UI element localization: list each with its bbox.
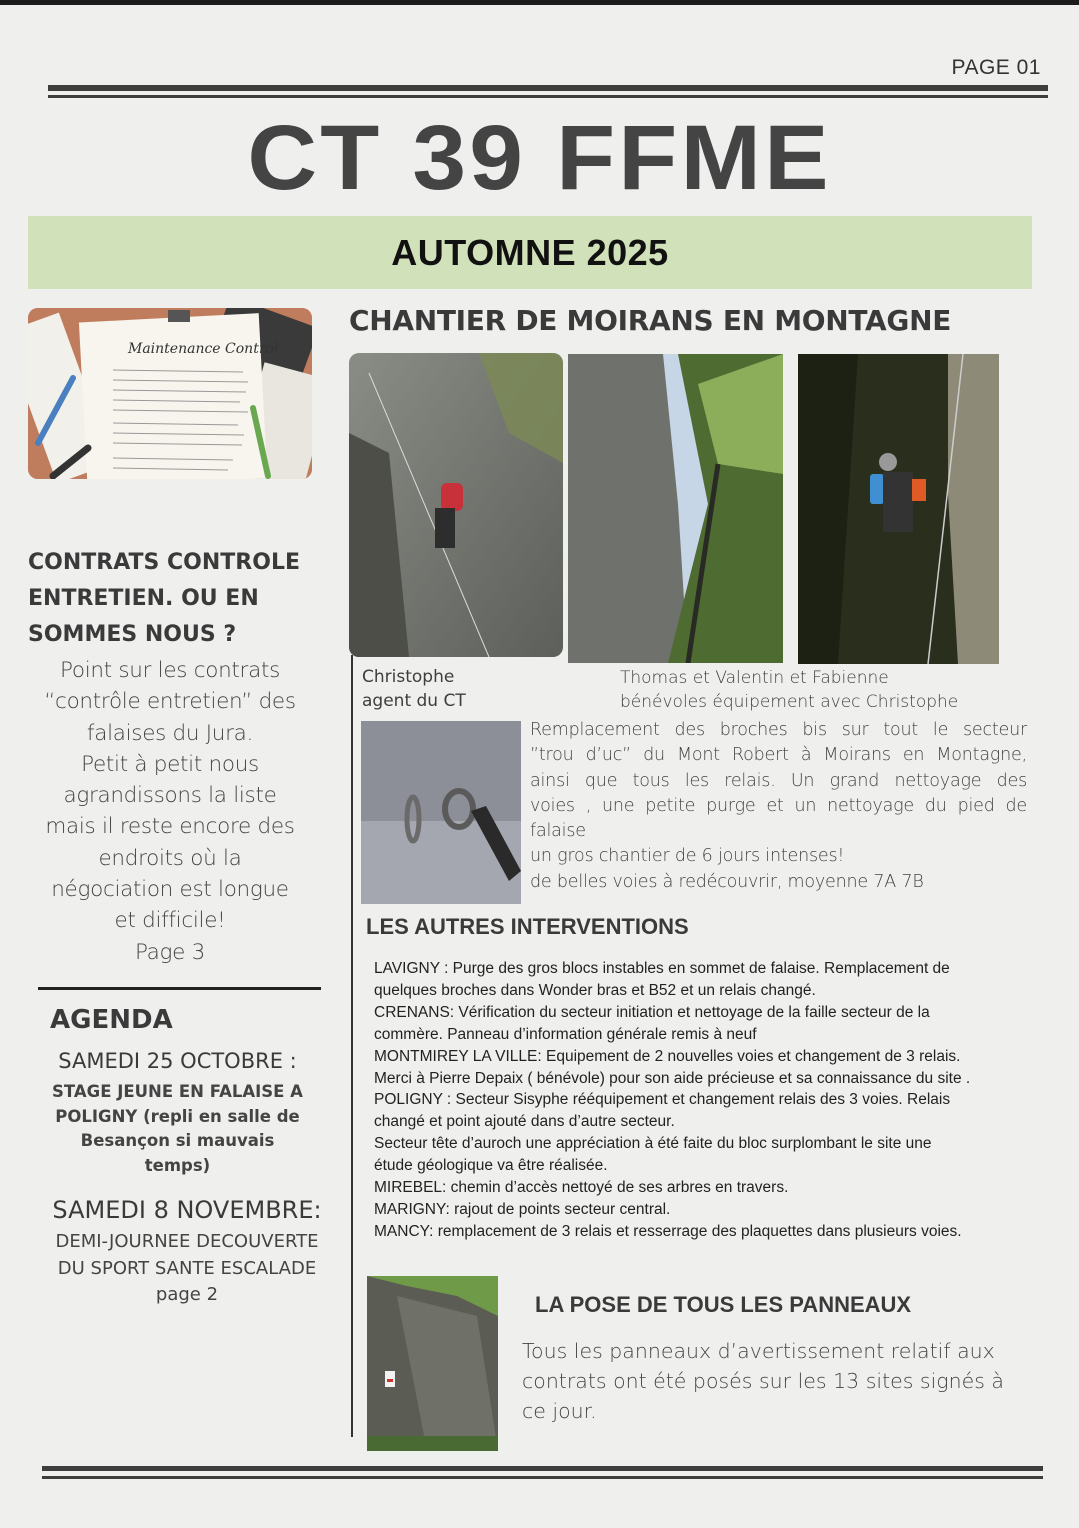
left-column-divider — [38, 987, 321, 990]
chantier-text-line: ainsi que tous les relais. Un grand nettoyage des — [530, 770, 1027, 791]
intervention-line: POLIGNY : Secteur Sisyphe rééquipement et changement relais des 3 voies. Relais — [374, 1091, 951, 1109]
contrats-text-line: Point sur les contrats — [59, 658, 281, 683]
agenda-desc-line: DU SPORT SANTE ESCALADE — [57, 1257, 317, 1279]
chantier-text-line: ”trou d’uc” du Mont Robert à Moirans en Montagne, — [530, 745, 1027, 766]
contrats-heading — [28, 545, 328, 653]
agenda-page-ref[interactable]: page 2 — [155, 1284, 219, 1305]
panneaux-text-line: Tous les panneaux d’avertissement relatif aux — [522, 1339, 995, 1363]
chantier-text-line: un gros chantier de 6 jours intenses! — [530, 846, 845, 867]
panneaux-heading: LA POSE DE TOUS LES PANNEAUX — [535, 1292, 912, 1317]
intervention-line: MONTMIREY LA VILLE: Equipement de 2 nouvelles voies et changement de 3 relais. — [374, 1047, 961, 1065]
agenda-desc-line: DEMI-JOURNEE DECOUVERTE — [55, 1231, 319, 1252]
intervention-line: Secteur tête d’auroch une appréciation à été faite du bloc surplombant le site une — [374, 1135, 932, 1153]
season-label: AUTOMNE 2025 — [391, 231, 669, 273]
caption-line: Thomas et Valentin et Fabienne — [620, 668, 889, 688]
caption-line: Christophe — [362, 667, 455, 687]
illustration-title: Maintenance Control — [128, 341, 279, 357]
contrats-body — [22, 655, 318, 968]
column-divider — [351, 655, 353, 1437]
footer-rule-bottom — [42, 1476, 1043, 1479]
agenda-desc-line: temps) — [144, 1155, 211, 1175]
intervention-line: CRENANS: Vérification du secteur initiation et nettoyage de la faille secteur de la — [374, 1003, 930, 1021]
chantier-text-line: de belles voies à redécouvrir, moyenne 7A 7B — [530, 871, 924, 892]
contrats-text-line: falaises du Jura. — [86, 720, 254, 746]
photo-caption-volunteers — [620, 666, 1020, 714]
agenda-desc-line: Besançon si mauvais — [80, 1131, 275, 1150]
contrats-text-line: agrandissons la liste — [63, 783, 277, 809]
caption-line: agent du CT — [362, 691, 466, 711]
newsletter-title: CT 39 FFME — [247, 107, 832, 209]
agenda-desc-line: STAGE JEUNE EN FALAISE A — [52, 1082, 303, 1101]
chantier-text-line: falaise — [530, 821, 586, 842]
climber-in-forest-photo — [798, 354, 999, 664]
contrats-text-line: négociation est longue — [51, 877, 289, 903]
contrats-text-line: Petit à petit nous — [81, 751, 259, 777]
maintenance-control-illustration — [28, 308, 312, 479]
cliff-with-sign-photo — [367, 1276, 498, 1451]
agenda-event-description — [40, 1080, 315, 1178]
intervention-line: MARIGNY: rajout de points secteur central. — [374, 1200, 671, 1218]
footer-rule-top — [42, 1466, 1043, 1471]
agenda-event-description — [42, 1229, 332, 1309]
intervention-line: changé et point ajouté dans d’autre secteur. — [374, 1113, 675, 1131]
contrats-text-line: endroits où la — [98, 845, 242, 871]
chantier-text-line: Remplacement des broches bis sur tout le secteur — [530, 720, 1027, 740]
contrats-heading-line: ENTRETIEN. OU EN — [28, 586, 259, 611]
agenda-event-date: SAMEDI 8 NOVEMBRE: — [52, 1196, 322, 1224]
contrats-heading-line: SOMMES NOUS ? — [28, 622, 237, 647]
intervention-line: commère. Panneau d’information générale remis à neuf — [374, 1025, 757, 1043]
intervention-line: étude géologique va être réalisée. — [374, 1157, 608, 1175]
contrats-heading-line: CONTRATS CONTROLE — [28, 550, 300, 575]
intervention-line: quelques broches dans Wonder bras et B52 et un relais changé. — [374, 981, 816, 999]
interventions-heading: LES AUTRES INTERVENTIONS — [366, 914, 689, 939]
cliff-and-trees-photo — [568, 354, 783, 663]
header-rule-top — [48, 85, 1048, 91]
interventions-list — [374, 958, 1054, 1243]
agenda-event-date: SAMEDI 25 OCTOBRE : — [58, 1049, 297, 1073]
agenda-desc-line: POLIGNY (repli en salle de — [55, 1106, 300, 1126]
intervention-line: MANCY: remplacement de 3 relais et resserrage des plaquettes dans plusieurs voies. — [374, 1222, 962, 1240]
bolt-anchor-closeup-photo — [361, 721, 521, 904]
maintenance-document-icon — [28, 308, 312, 479]
contrats-text-line: mais il reste encore des — [45, 814, 295, 840]
climber-on-rock-face-photo — [349, 353, 563, 657]
top-border — [0, 0, 1079, 5]
panneaux-description — [522, 1336, 1032, 1426]
season-banner — [28, 216, 1032, 289]
caption-line: bénévoles équipement avec Christophe — [620, 692, 959, 712]
intervention-line: Merci à Pierre Depaix ( bénévole) pour son aide précieuse et sa connaissance du site . — [374, 1069, 971, 1087]
intervention-line: MIREBEL: chemin d’accès nettoyé de ses arbres en travers. — [374, 1179, 789, 1197]
photo-caption-christophe — [362, 665, 522, 713]
contrats-text-line: et difficile! — [114, 908, 226, 934]
chantier-heading: CHANTIER DE MOIRANS EN MONTAGNE — [349, 304, 952, 337]
page-number: PAGE 01 — [951, 56, 1041, 79]
contrats-text-line: “contrôle entretien” des — [44, 689, 296, 715]
chantier-description — [530, 718, 1027, 895]
panneaux-text-line: contrats ont été posés sur les 13 sites signés à — [522, 1369, 1004, 1393]
intervention-line: LAVIGNY : Purge des gros blocs instables en sommet de falaise. Remplacement de — [374, 960, 950, 977]
header-rule-bottom — [48, 95, 1048, 98]
contrats-page-ref[interactable]: Page 3 — [134, 939, 206, 965]
agenda-heading: AGENDA — [50, 1005, 173, 1035]
panneaux-text-line: ce jour. — [522, 1399, 597, 1423]
chantier-text-line: voies , une petite purge et un nettoyage du pied de — [530, 795, 1027, 816]
